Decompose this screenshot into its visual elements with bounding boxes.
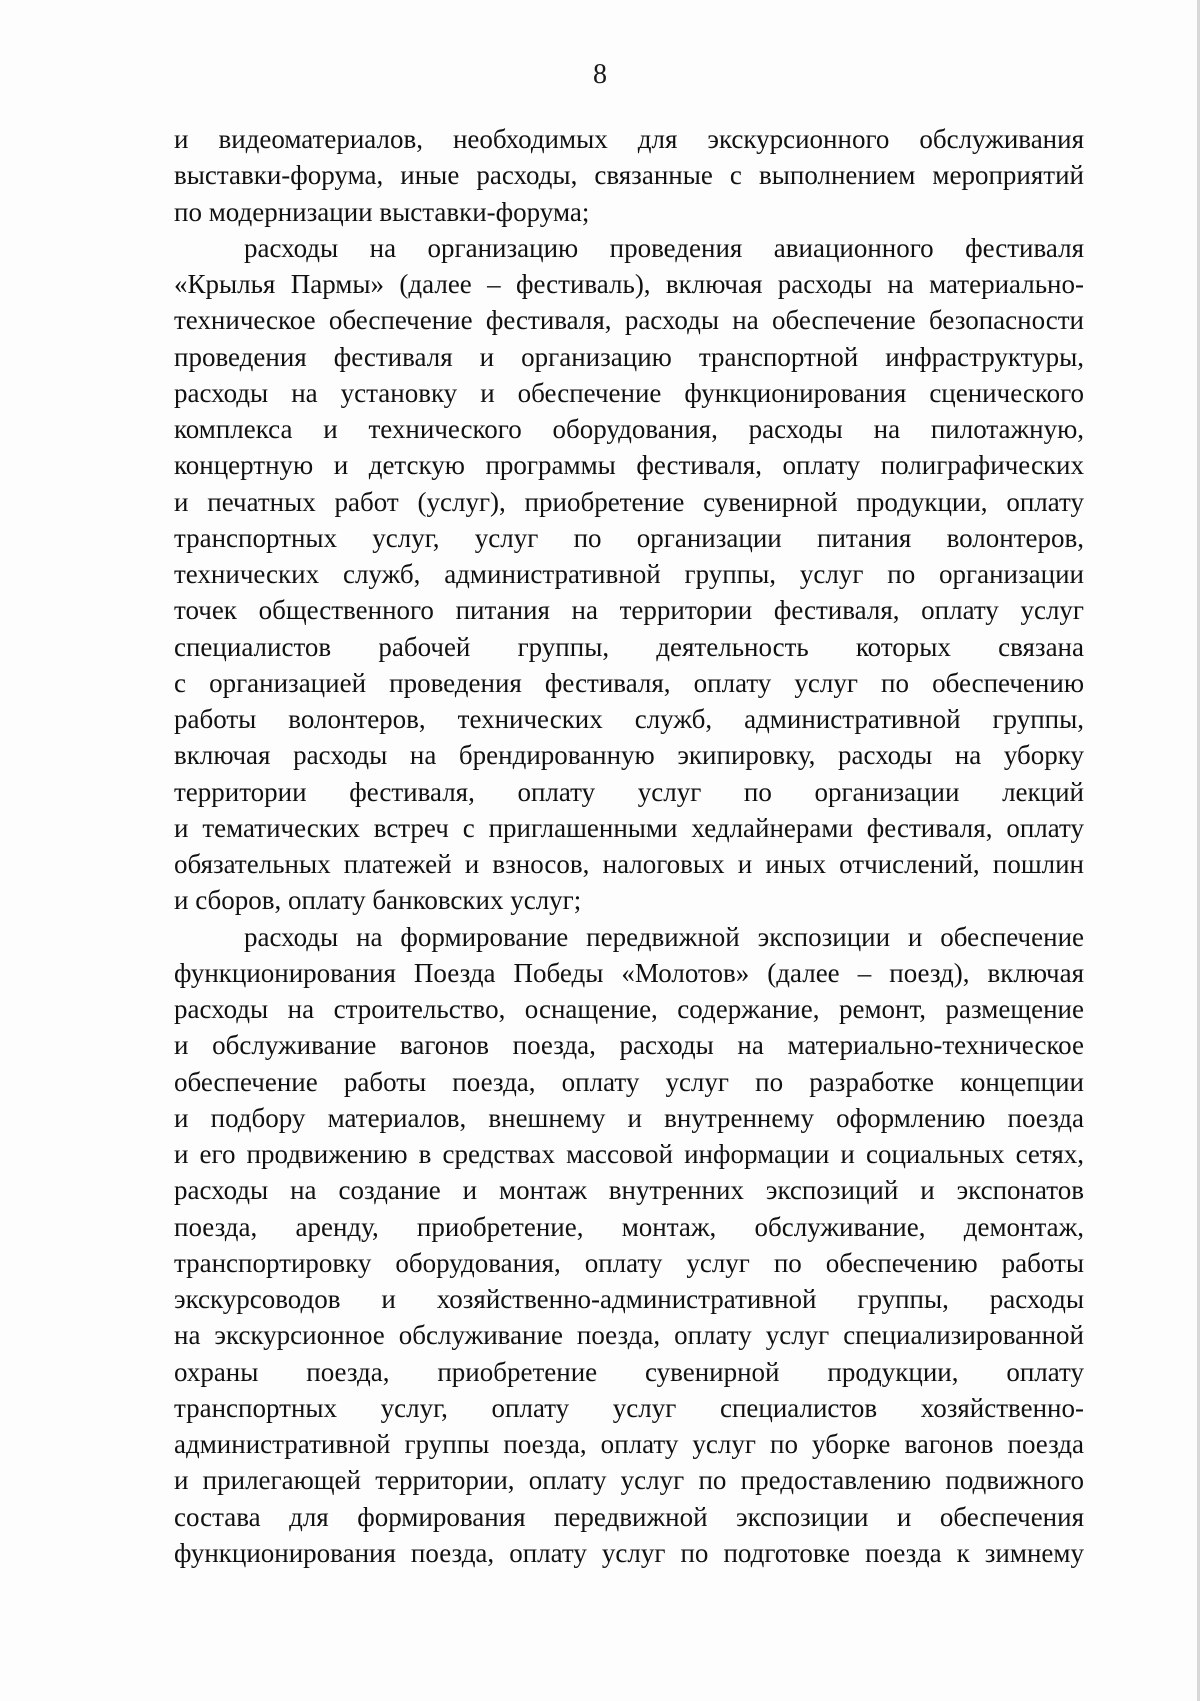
text-line: функционирования поезда, оплату услуг по подготовке поезда к зимнему <box>174 1537 1084 1568</box>
text-line: по модернизации выставки-форума; <box>174 196 590 227</box>
text-line: на экскурсионное обслуживание поезда, оплату услуг специализированной <box>174 1320 1084 1351</box>
text-line: и прилегающей территории, оплату услуг по предоставлению подвижного <box>174 1465 1084 1496</box>
text-line: и печатных работ (услуг), приобретение сувенирной продукции, оплату <box>174 486 1084 517</box>
page-number: 8 <box>593 59 607 90</box>
text-line: расходы на организацию проведения авиационного фестиваля <box>244 232 1084 263</box>
text-line: «Крылья Пармы» (далее – фестиваль), включая расходы на материально- <box>174 269 1084 299</box>
text-line: охраны поезда, приобретение сувенирной продукции, оплату <box>174 1356 1084 1387</box>
text-line: состава для формирования передвижной экспозиции и обеспечения <box>174 1501 1084 1532</box>
text-line: и тематических встреч с приглашенными хедлайнерами фестиваля, оплату <box>174 812 1084 843</box>
text-line: функционирования Поезда Победы «Молотов» (далее – поезд), включая <box>174 957 1084 988</box>
text-line: транспортных услуг, услуг по организации питания волонтеров, <box>174 522 1084 553</box>
text-line: транспортных услуг, оплату услуг специалистов хозяйственно- <box>174 1392 1084 1423</box>
text-line: работы волонтеров, технических служб, административной группы, <box>174 704 1084 734</box>
text-line: и подбору материалов, внешнему и внутреннему оформлению поезда <box>174 1102 1084 1133</box>
text-line: обеспечение работы поезда, оплату услуг по разработке концепции <box>174 1066 1084 1097</box>
text-line: экскурсоводов и хозяйственно-административной группы, расходы <box>174 1284 1084 1314</box>
text-line: техническое обеспечение фестиваля, расходы на обеспечение безопасности <box>174 305 1084 336</box>
paragraph-3 <box>174 919 1084 1572</box>
text-line: проведения фестиваля и организацию транспортной инфраструктуры, <box>174 341 1084 372</box>
text-line: концертную и детскую программы фестиваля, оплату полиграфических <box>174 450 1084 481</box>
text-line: расходы на создание и монтаж внутренних экспозиций и экспонатов <box>174 1175 1084 1206</box>
text-line: выставки-форума, иные расходы, связанные с выполнением мероприятий <box>174 160 1084 191</box>
document-body <box>174 121 1084 1571</box>
text-line: и сборов, оплату банковских услуг; <box>174 885 582 916</box>
text-line: специалистов рабочей группы, деятельность которых связана <box>174 631 1084 662</box>
text-line: обязательных платежей и взносов, налоговых и иных отчислений, пошлин <box>174 849 1084 879</box>
text-line: и его продвижению в средствах массовой информации и социальных сетях, <box>174 1139 1084 1169</box>
paragraph-1 <box>174 121 1084 230</box>
text-line: точек общественного питания на территории фестиваля, оплату услуг <box>174 595 1084 626</box>
text-line: транспортировку оборудования, оплату услуг по обеспечению работы <box>174 1247 1084 1278</box>
text-line: расходы на установку и обеспечение функционирования сценического <box>174 377 1084 408</box>
text-line: с организацией проведения фестиваля, оплату услуг по обеспечению <box>174 667 1084 698</box>
text-line: территории фестиваля, оплату услуг по организации лекций <box>174 776 1084 807</box>
text-line: и видеоматериалов, необходимых для экскурсионного обслуживания <box>174 124 1084 154</box>
text-line: и обслуживание вагонов поезда, расходы на материально-техническое <box>174 1030 1084 1061</box>
text-line: расходы на формирование передвижной экспозиции и обеспечение <box>244 921 1084 952</box>
text-line: технических служб, административной группы, услуг по организации <box>174 559 1084 589</box>
text-line: включая расходы на брендированную экипировку, расходы на уборку <box>174 740 1084 771</box>
text-line: поезда, аренду, приобретение, монтаж, обслуживание, демонтаж, <box>174 1211 1084 1242</box>
text-line: административной группы поезда, оплату услуг по уборке вагонов поезда <box>174 1429 1084 1459</box>
paragraph-2 <box>174 230 1084 919</box>
text-line: комплекса и технического оборудования, расходы на пилотажную, <box>174 414 1084 444</box>
text-line: расходы на строительство, оснащение, содержание, ремонт, размещение <box>174 994 1084 1024</box>
